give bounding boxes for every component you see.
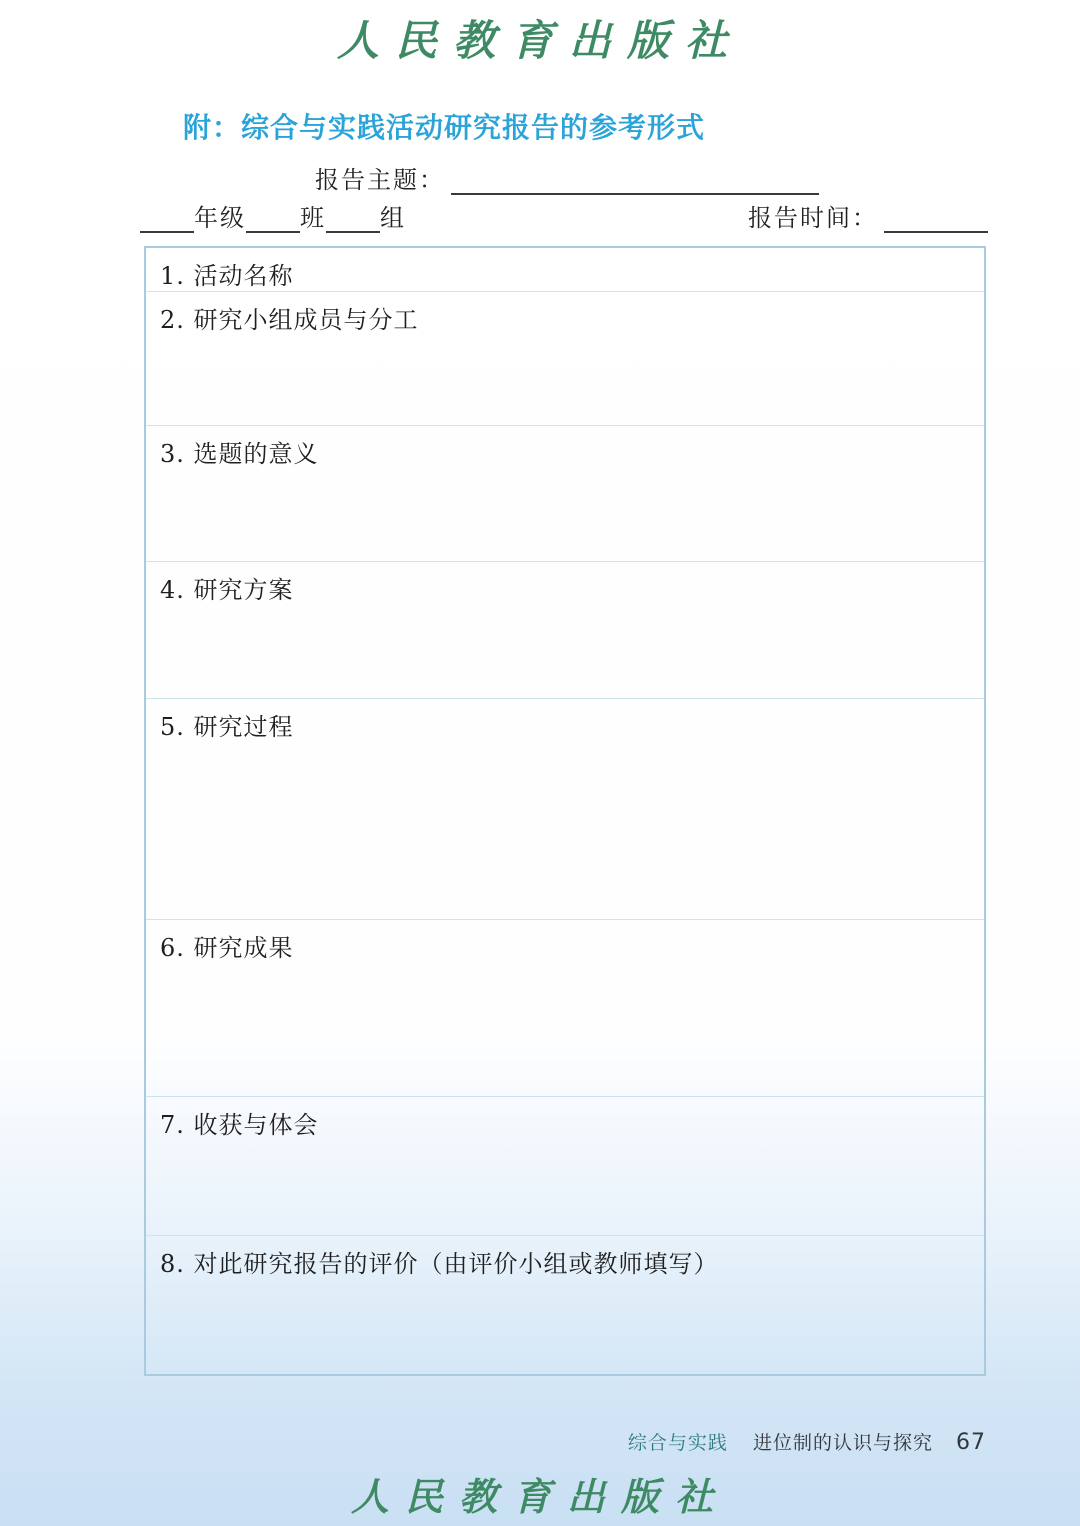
- report-topic-blank-field: [451, 167, 819, 195]
- group-blank-field: [326, 205, 380, 233]
- table-row: [146, 292, 984, 426]
- row-label: 2. 研究小组成员与分工: [160, 306, 419, 334]
- table-row: [146, 562, 984, 699]
- row-label: 6. 研究成果: [160, 934, 294, 962]
- report-time-blank-field: [884, 205, 988, 233]
- table-row: [146, 1236, 984, 1374]
- report-time-line: [748, 198, 988, 233]
- grade-class-group-line: [140, 198, 406, 233]
- page-footer: [144, 1428, 986, 1455]
- report-form-table: [144, 246, 986, 1376]
- row-label: 7. 收获与体会: [160, 1111, 319, 1139]
- grade-label: 年级: [194, 204, 246, 232]
- row-label: 8. 对此研究报告的评价（由评价小组或教师填写）: [160, 1250, 719, 1278]
- class-label: 班: [300, 204, 326, 232]
- table-row: [146, 426, 984, 562]
- table-row: [146, 1097, 984, 1236]
- table-row: [146, 699, 984, 920]
- footer-page-number: 67: [956, 1430, 986, 1455]
- class-blank-field: [246, 205, 300, 233]
- report-meta-line: [140, 198, 988, 233]
- footer-chapter-label: 进位制的认识与探究: [752, 1432, 933, 1454]
- row-label: 3. 选题的意义: [160, 440, 319, 468]
- publisher-logo-top: 人民教育出版社: [336, 16, 743, 65]
- footer-section-label: 综合与实践: [627, 1432, 728, 1454]
- report-time-label: 报告时间：: [748, 204, 878, 232]
- row-label: 5. 研究过程: [160, 713, 294, 741]
- table-row: [146, 920, 984, 1097]
- group-label: 组: [380, 204, 406, 232]
- publisher-logo-bottom: 人民教育出版社: [350, 1474, 729, 1519]
- report-topic-label: 报告主题：: [315, 166, 445, 194]
- row-label: 4. 研究方案: [160, 576, 294, 604]
- table-row: [146, 248, 984, 292]
- row-label: 1. 活动名称: [160, 262, 294, 290]
- grade-blank-field: [140, 205, 194, 233]
- page-title: 附：综合与实践活动研究报告的参考形式: [183, 111, 706, 144]
- report-topic-line: [315, 160, 819, 195]
